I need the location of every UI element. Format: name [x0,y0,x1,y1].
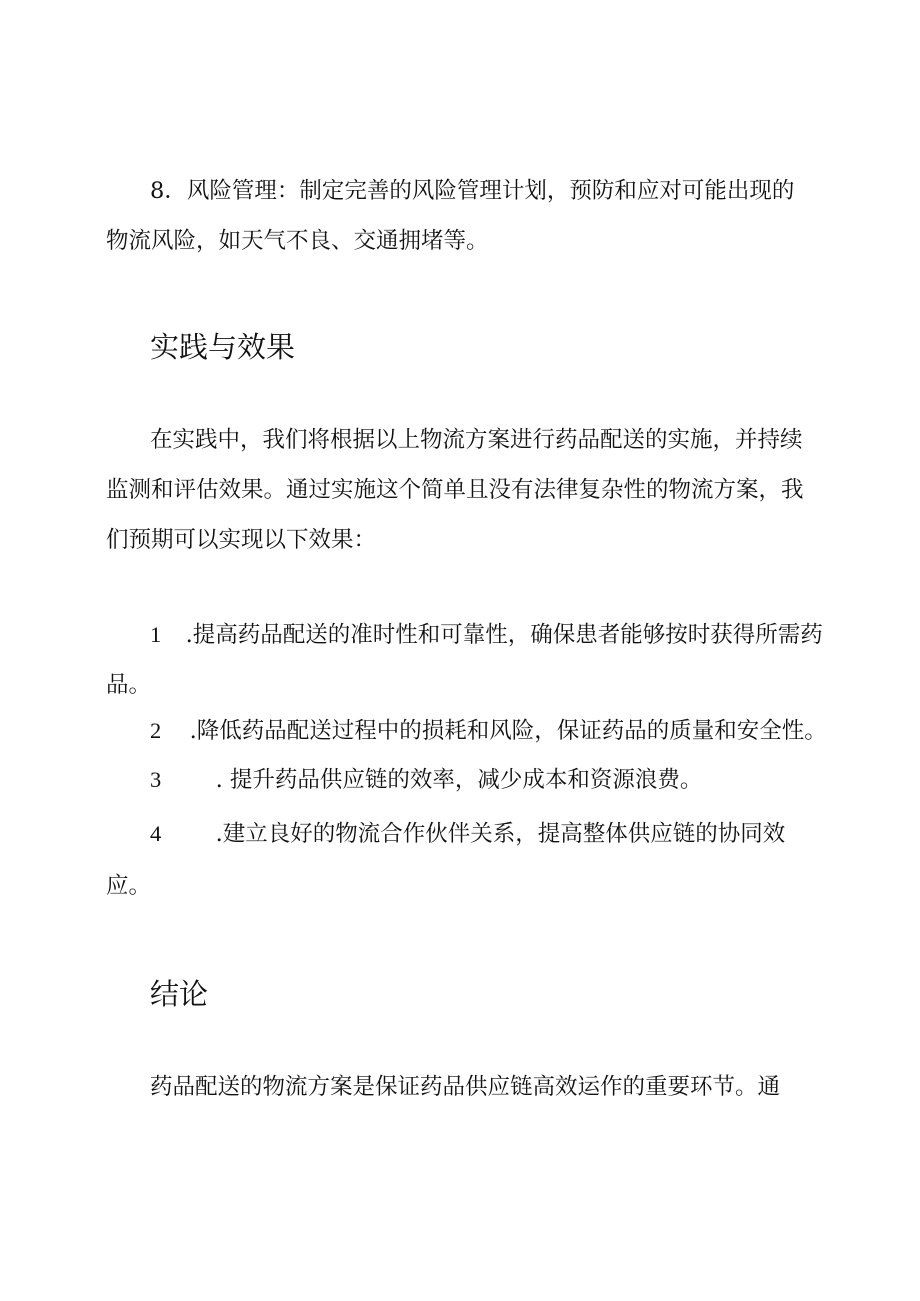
item8-line1: 8．风险管理：制定完善的风险管理计划，预防和应对可能出现的 [150,178,795,204]
list-item-1 [106,609,826,709]
practice-paragraph [106,415,826,565]
list-number: 3 [150,767,162,792]
section-heading-conclusion: 结论 [150,977,209,1011]
conclusion-paragraph [106,1062,826,1112]
practice-para-line3: 们预期可以实现以下效果： [106,527,377,553]
list-item-4 [106,808,826,912]
list-item-4-text-line2: 应。 [106,873,152,899]
list-number: 4 [150,821,162,846]
list-number: 1 [150,622,162,647]
practice-para-line1: 在实践中，我们将根据以上物流方案进行药品配送的实施，并持续 [150,427,803,453]
list-item-1-text: .提高药品配送的准时性和可靠性，确保患者能够按时获得所需药 [185,622,823,648]
section-heading-practice: 实践与效果 [150,330,296,364]
list-item-4-text: .建立良好的物流合作伙伴关系，提高整体供应链的协同效 [215,821,786,847]
list-number: 2 [150,718,162,743]
list-item-8 [106,166,826,266]
practice-para-line2: 监测和评估效果。通过实施这个简单且没有法律复杂性的物流方案，我 [106,477,804,503]
list-item-1-text-line2: 品。 [106,672,152,698]
list-item-2-text: .降低药品配送过程中的损耗和风险，保证药品的质量和安全性。 [189,718,827,744]
list-item-2 [106,705,826,757]
item8-line2: 物流风险，如天气不良、交通拥堵等。 [106,228,489,254]
list-item-3-text: . 提升药品供应链的效率，减少成本和资源浪费。 [215,767,703,793]
list-item-3 [106,754,826,806]
conclusion-para-line1: 药品配送的物流方案是保证药品供应链高效运作的重要环节。通 [150,1074,781,1100]
